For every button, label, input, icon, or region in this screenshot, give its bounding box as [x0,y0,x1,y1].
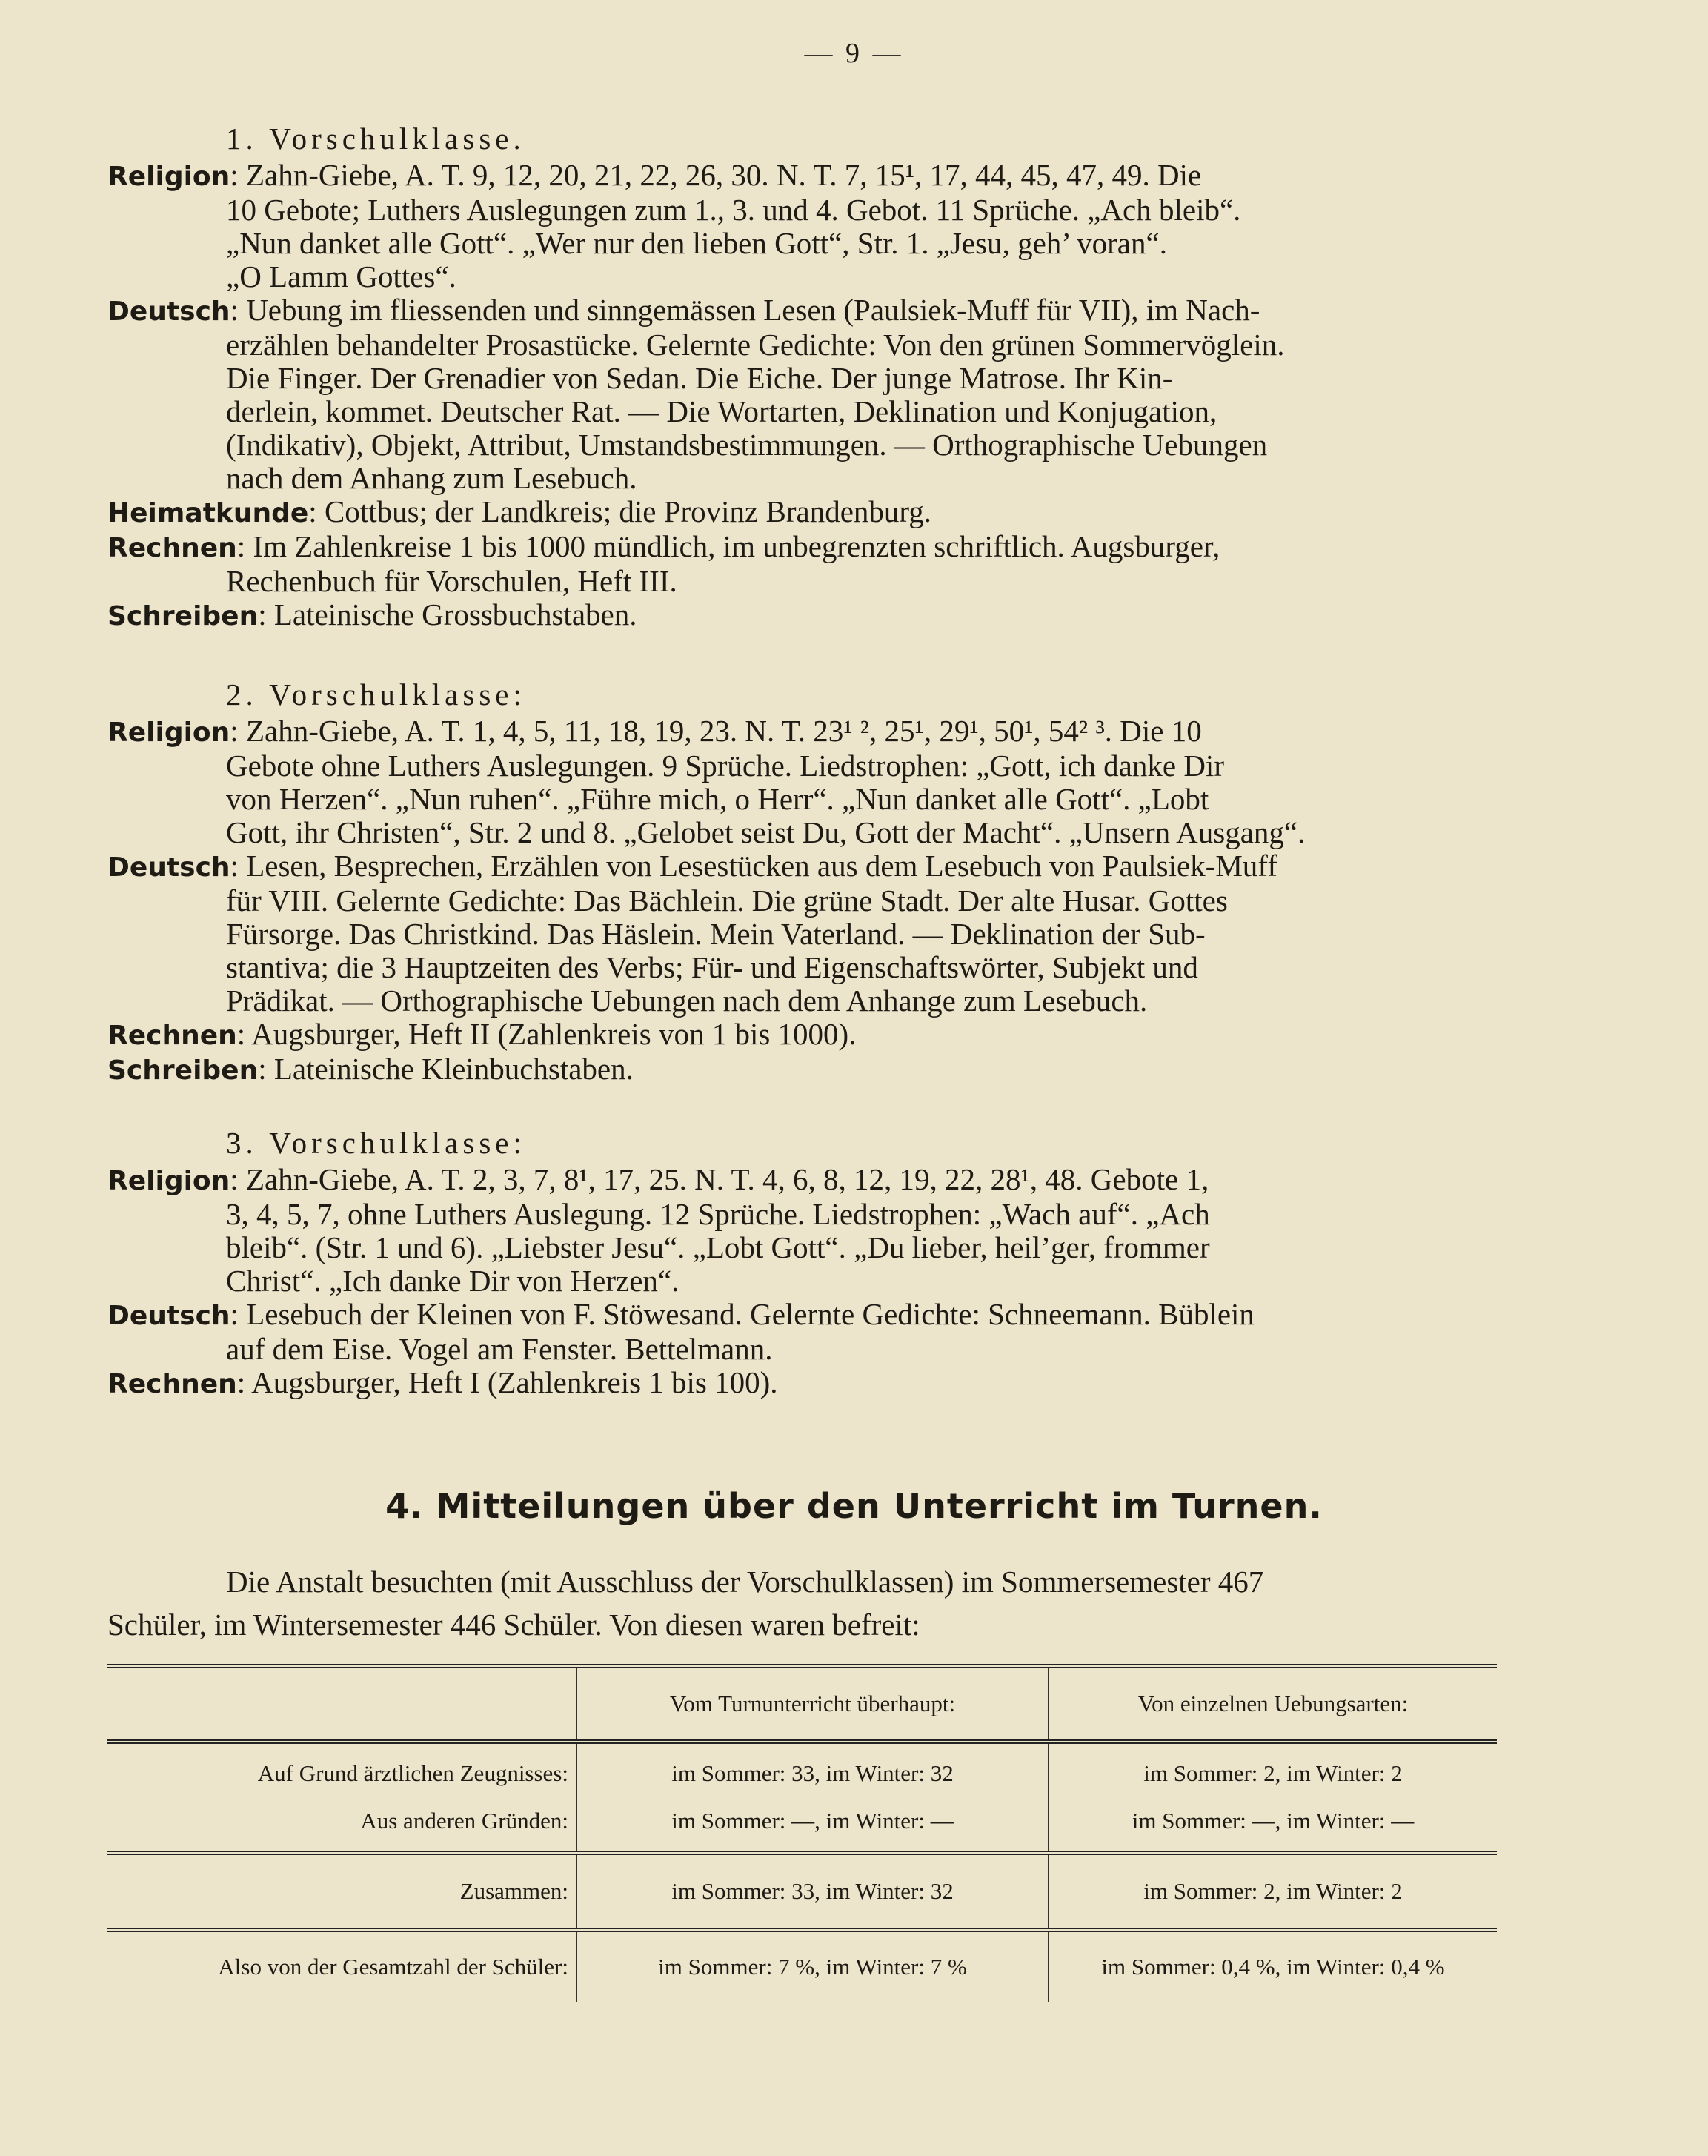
subject-line [107,428,1501,462]
label-separator: : [258,1052,274,1086]
subject-label-wrap [107,1365,251,1399]
subject-label: Rechnen [107,1021,237,1051]
subject-line [107,849,1501,884]
subject-label-wrap [107,1052,274,1086]
exemption-table [107,1664,1497,2002]
subject-line [107,1198,1501,1231]
subject-label: Schreiben [107,1055,259,1086]
subject-text: Gebote ohne Luthers Auslegungen. 9 Sprüche. Liedstrophen: „Gott, ich danke Dir [226,749,1224,783]
table-header-cell: Vom Turnunterricht überhaupt: [576,1666,1049,1742]
subject-label-wrap [107,293,246,327]
subject-text: (Indikativ), Objekt, Attribut, Umstandsbestimmungen. — Orthographische Uebungen [226,428,1268,462]
class-section [107,122,1501,633]
subject-text: 3, 4, 5, 7, ohne Luthers Auslegung. 12 Sprüche. Liedstrophen: „Wach auf“. „Ach [226,1197,1210,1231]
table-header-cell: Von einzelnen Uebungsarten: [1049,1666,1497,1742]
subject-line [107,984,1501,1018]
subject-text: nach dem Anhang zum Lesebuch. [226,461,637,495]
subject-text: Augsburger, Heft I (Zahlenkreis 1 bis 100). [251,1365,778,1399]
subject-line [107,1052,1501,1087]
class-heading: 2. Vorschulklasse: [226,677,526,712]
subject-line [107,395,1501,428]
subject-line [107,227,1501,260]
subject-line [107,951,1501,984]
subject-text: bleib“. (Str. 1 und 6). „Liebster Jesu“. „Lobt Gott“. „Du lieber, heil’ger, frommer [226,1230,1210,1264]
subject-text: Zahn-Giebe, A. T. 1, 4, 5, 11, 18, 19, 23. N. T. 23¹ ², 25¹, 29¹, 50¹, 54² ³. Die 10 [245,714,1202,748]
table-header-row [107,1666,1497,1742]
table-cell [107,1742,576,1853]
subject-label-wrap [107,1297,246,1331]
subject-line [107,328,1501,362]
subject-label: Deutsch [107,852,230,883]
subject-text: derlein, kommet. Deutscher Rat. — Die Wortarten, Deklination und Konjugation, [226,394,1217,428]
subject-label-wrap [107,158,246,192]
table-row [107,1853,1497,1930]
subject-line [107,783,1501,816]
subject-line [107,462,1501,495]
subject-text: Rechenbuch für Vorschulen, Heft III. [226,564,677,598]
subject-text: stantiva; die 3 Hauptzeiten des Verbs; Für- und Eigenschaftswörter, Subjekt und [226,950,1198,984]
subject-text: Augsburger, Heft II (Zahlenkreis von 1 bis 1000). [251,1017,857,1051]
label-separator: : [230,849,247,883]
class-heading: 3. Vorschulklasse: [226,1126,526,1160]
subject-text: 10 Gebote; Luthers Auslegungen zum 1., 3. und 4. Gebot. 11 Sprüche. „Ach bleib“. [226,193,1241,227]
subject-text: Die Finger. Der Grenadier von Sedan. Die Eiche. Der junge Matrose. Ihr Kin- [226,361,1173,395]
class-section [107,1127,1501,1401]
subject-line [107,193,1501,227]
subject-text: Uebung im fliessenden und sinngemässen Lesen (Paulsiek-Muff für VII), im Nach- [246,293,1260,327]
subject-label: Religion [107,1166,230,1196]
table-header-cell [107,1666,576,1742]
subject-text: Fürsorge. Das Christkind. Das Häslein. Mein Vaterland. — Deklination der Sub- [226,917,1206,951]
section-intro [107,1560,1501,1646]
subject-line [107,749,1501,783]
intro-line: Schüler, im Wintersemester 446 Schüler. Von diesen waren befreit: [107,1608,920,1642]
subject-line [107,884,1501,918]
subject-line [107,1231,1501,1264]
table-cell [576,1742,1049,1853]
class-section [107,678,1501,1087]
label-separator: : [230,1297,247,1331]
subject-label-wrap [107,1017,251,1051]
subject-text: Christ“. „Ich danke Dir von Herzen“. [226,1264,679,1298]
subject-text: Lateinische Grossbuchstaben. [273,597,637,631]
cell-value: im Sommer: 7 %, im Winter: 7 % [576,1930,1049,2002]
table-cell [1049,1742,1497,1853]
subject-line [107,1366,1501,1401]
subject-label: Deutsch [107,1301,230,1331]
label-separator: : [230,158,246,192]
subject-text: Cottbus; der Landkreis; die Provinz Brandenburg. [324,494,932,528]
row-label: Aus anderen Gründen: [360,1808,568,1834]
subject-label-wrap [107,529,253,563]
subject-label-wrap [107,597,274,631]
subject-line [107,1163,1501,1198]
row-label: Also von der Gesamtzahl der Schüler: [107,1930,576,2002]
cell-value: im Sommer: 2, im Winter: 2 [1049,1853,1497,1930]
class-heading: 1. Vorschulklasse. [226,122,525,156]
intro-line: Die Anstalt besuchten (mit Ausschluss der Vorschulklassen) im Sommersemester 467 [226,1565,1264,1599]
subject-text: Lateinische Kleinbuchstaben. [273,1052,634,1086]
subject-text: auf dem Eise. Vogel am Fenster. Bettelmann. [226,1332,773,1366]
label-separator: : [230,714,246,748]
subject-label: Religion [107,717,230,748]
subject-text: „O Lamm Gottes“. [226,259,456,293]
subject-line [107,1018,1501,1052]
subject-label: Heimatkunde [107,498,309,528]
subject-line [107,260,1501,293]
subject-line [107,495,1501,530]
subject-label: Deutsch [107,296,230,327]
subject-line [107,816,1501,849]
subject-label: Rechnen [107,1369,237,1399]
label-separator: : [230,1162,246,1196]
cell-value: im Sommer: —, im Winter: — [1132,1808,1415,1834]
label-separator: : [236,1365,252,1399]
subject-label: Religion [107,162,230,192]
subject-text: Gott, ihr Christen“, Str. 2 und 8. „Gelobet seist Du, Gott der Macht“. „Unsern Ausgang“. [226,815,1306,849]
subject-text: von Herzen“. „Nun ruhen“. „Führe mich, o Herr“. „Nun danket alle Gott“. „Lobt [226,782,1209,816]
subject-line [107,1264,1501,1298]
label-separator: : [236,529,253,563]
cell-value: im Sommer: 33, im Winter: 32 [671,1760,954,1786]
subject-label-wrap [107,714,246,748]
subject-text: Zahn-Giebe, A. T. 2, 3, 7, 8¹, 17, 25. N. T. 4, 6, 8, 12, 19, 22, 28¹, 48. Gebote 1, [245,1162,1209,1196]
subject-line [107,1333,1501,1366]
subject-line [107,1298,1501,1333]
table-row [107,1742,1497,1853]
subject-line [107,530,1501,565]
subject-text: erzählen behandelter Prosastücke. Gelernte Gedichte: Von den grünen Sommervöglein. [226,328,1285,362]
label-separator: : [230,293,247,327]
subject-line [107,714,1501,749]
subject-text: für VIII. Gelernte Gedichte: Das Bächlein. Die grüne Stadt. Der alte Husar. Gottes [226,883,1228,918]
row-label: Zusammen: [107,1853,576,1930]
subject-line [107,918,1501,951]
cell-value: im Sommer: —, im Winter: — [671,1808,954,1834]
subject-line [107,362,1501,395]
subject-text: Lesen, Besprechen, Erzählen von Lesestücken aus dem Lesebuch von Paulsiek-Muff [246,849,1277,883]
subject-line [107,293,1501,328]
row-label: Auf Grund ärztlichen Zeugnisses: [257,1760,568,1786]
cell-value: im Sommer: 33, im Winter: 32 [576,1853,1049,1930]
subject-line [107,565,1501,598]
subject-text: „Nun danket alle Gott“. „Wer nur den lieben Gott“, Str. 1. „Jesu, geh’ voran“. [226,226,1167,260]
subject-line [107,159,1501,193]
table-row [107,1930,1497,2002]
subject-line [107,598,1501,633]
label-separator: : [308,494,325,528]
subject-text: Lesebuch der Kleinen von F. Stöwesand. Gelernte Gedichte: Schneemann. Büblein [246,1297,1255,1331]
subject-text: Zahn-Giebe, A. T. 9, 12, 20, 21, 22, 26, 30. N. T. 7, 15¹, 17, 44, 45, 47, 49. Die [245,158,1202,192]
label-separator: : [236,1017,252,1051]
subject-label: Rechnen [107,533,237,563]
label-separator: : [258,597,274,631]
page-number: — 9 — [804,38,904,69]
subject-text: Prädikat. — Orthographische Uebungen nach dem Anhange zum Lesebuch. [226,984,1148,1018]
cell-value: im Sommer: 2, im Winter: 2 [1143,1760,1403,1786]
subject-label: Schreiben [107,601,259,631]
cell-value: im Sommer: 0,4 %, im Winter: 0,4 % [1049,1930,1497,2002]
subject-label-wrap [107,494,325,528]
subject-text: Im Zahlenkreise 1 bis 1000 mündlich, im unbegrenzten schriftlich. Augsburger, [253,529,1220,563]
subject-label-wrap [107,1162,246,1196]
subject-label-wrap [107,849,246,883]
section-heading: 4. Mitteilungen über den Unterricht im Turnen. [385,1486,1323,1526]
